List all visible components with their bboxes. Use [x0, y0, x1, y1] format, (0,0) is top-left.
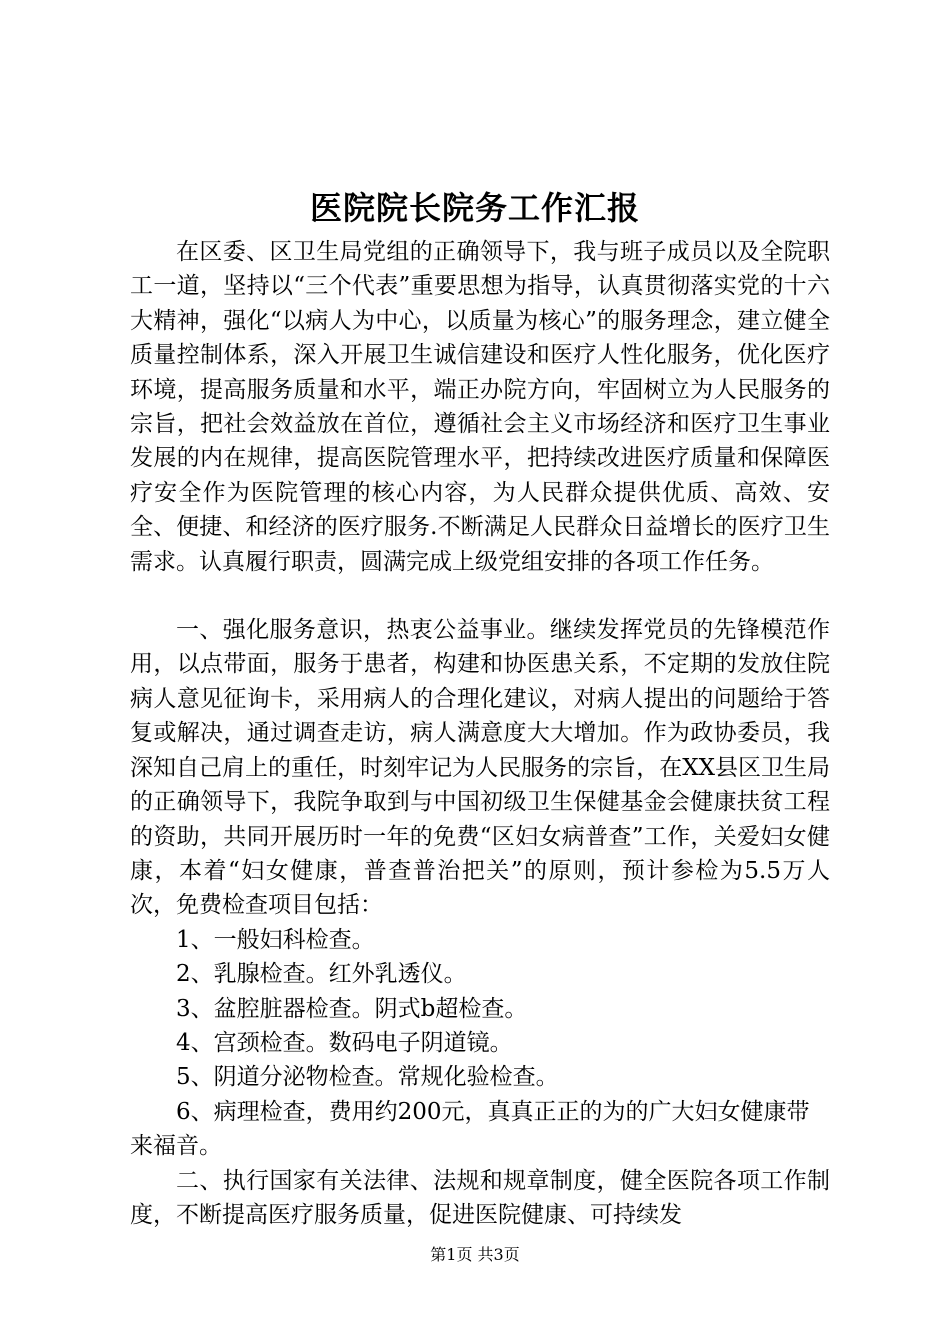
section-1-paragraph: 一、强化服务意识，热衷公益事业。继续发挥党员的先锋模范作用，以点带面，服务于患者，构建和协医患关系，不定期的发放住院病人意见征询卡，采用病人的合理化建议，对病人提出的问题给于答复或解决，通过调查走访，病人满意度大大增加。作为政协委员，我深知自己肩上的重任，时刻牢记为人民服务的宗旨，在XX县区卫生局的正确领导下，我院争取到与中国初级卫生保健基金会健康扶贫工程的资助，共同开展历时一年的免费“区妇女病普查”工作，关爱妇女健康，本着“妇女健康，普查普治把关”的原则，预计参检为5.5万人次，免费检查项目包括：	[130, 617, 830, 919]
exam-item-2: 2、乳腺检查。红外乳透仪。	[176, 961, 467, 988]
exam-item-3: 3、盆腔脏器检查。阴式b超检查。	[176, 995, 528, 1022]
exam-item-5: 5、阴道分泌物检查。常规化验检查。	[176, 1064, 559, 1091]
intro-paragraph: 在区委、区卫生局党组的正确领导下，我与班子成员以及全院职工一道，坚持以“三个代表”重要思想为指导，认真贯彻落实党的十六大精神，强化“以病人为中心，以质量为核心”的服务理念，建立健全质量控制体系，深入开展卫生诚信建设和医疗人性化服务，优化医疗环境，提高服务质量和水平，端正办院方向，牢固树立为人民服务的宗旨，把社会效益放在首位，遵循社会主义市场经济和医疗卫生事业发展的内在规律，提高医院管理水平，把持续改进医疗质量和保障医疗安全作为医院管理的核心内容，为人民群众提供优质、高效、安全、便捷、和经济的医疗服务.不断满足人民群众日益增长的医疗卫生需求。认真履行职责，圆满完成上级党组安排的各项工作任务。	[130, 239, 830, 575]
exam-item-6: 6、病理检查，费用约200元，真真正正的为的广大妇女健康带来福音。	[130, 1098, 810, 1160]
document-title: 医院院长院务工作汇报	[309, 189, 640, 227]
exam-item-4: 4、宫颈检查。数码电子阴道镜。	[176, 1029, 513, 1056]
exam-item-1: 1、一般妇科检查。	[176, 926, 375, 953]
document-body	[130, 235, 830, 1232]
section-2-paragraph: 二、执行国家有关法律、法规和规章制度，健全医院各项工作制度，不断提高医疗服务质量，促进医院健康、可持续发	[130, 1167, 830, 1228]
page-number-footer: 第1页 共3页	[430, 1245, 520, 1264]
